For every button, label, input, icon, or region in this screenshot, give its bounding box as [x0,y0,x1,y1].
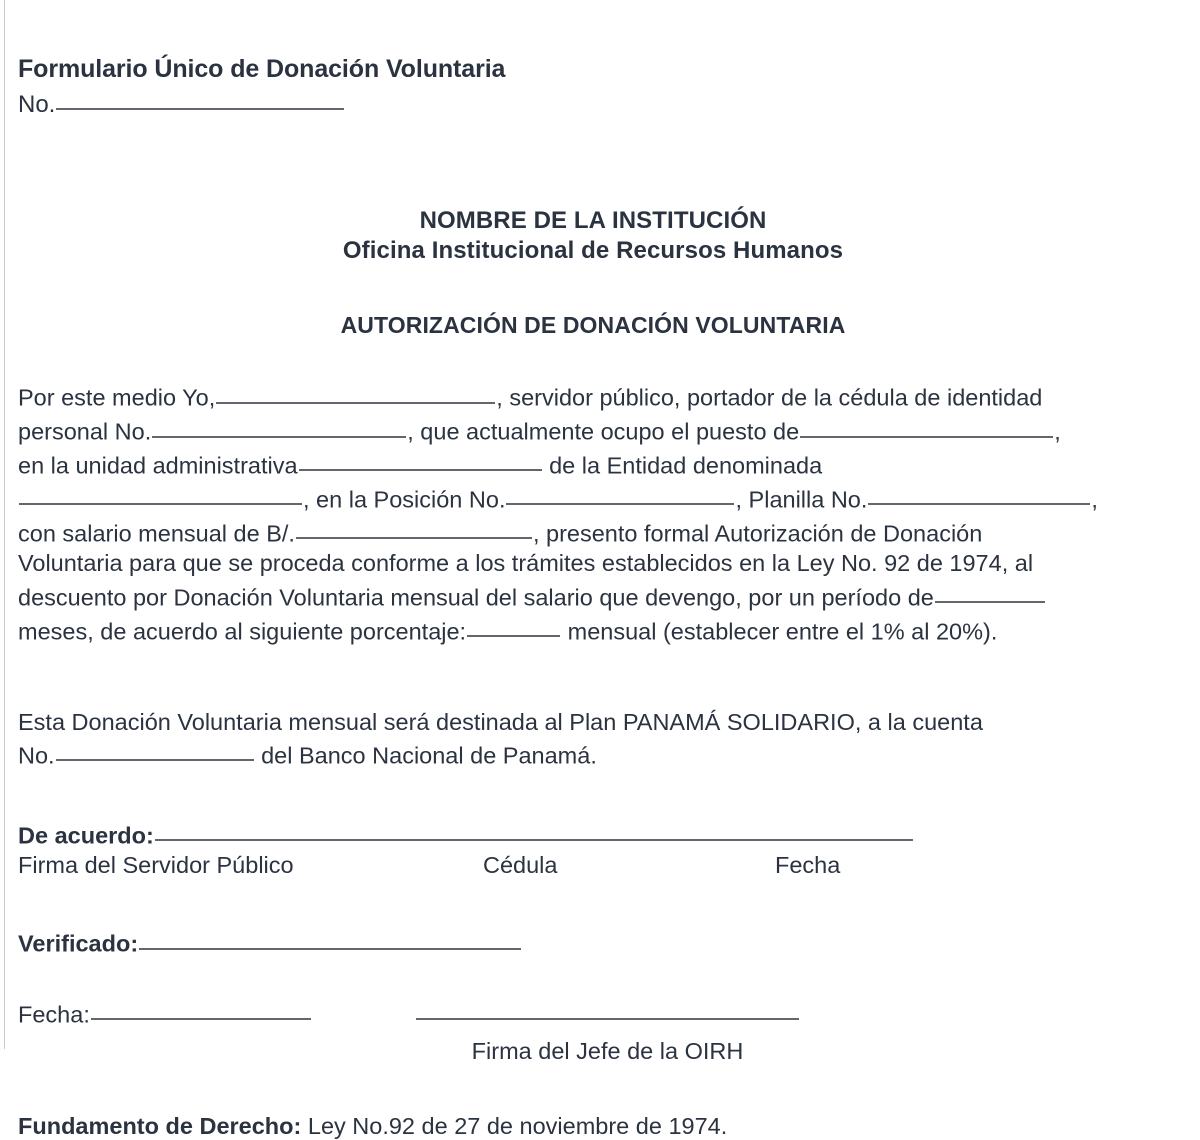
date-field-label: Fecha: [18,1000,90,1027]
body-line-8-text-a: meses, de acuerdo al siguiente porcentaje: [18,618,467,645]
body-line-1-text-b: , servidor público, portador de la cédula de identidad [496,384,1043,411]
oirh-signature-line[interactable] [416,1018,799,1020]
legal-basis-row [18,1068,1168,1140]
destination-line-1: Esta Donación Voluntaria mensual será destinada al Plan PANAMÁ SOLIDARIO, a la cuenta [18,708,983,735]
destination-bank-text: del Banco Nacional de Panamá. [261,742,597,769]
body-line-3-text-a: en la unidad administrativa [18,452,298,479]
body-line-2-text-c: , [1054,418,1061,445]
verified-row [18,882,1168,957]
body-line-2 [18,413,1168,447]
position-title-blank[interactable] [800,413,1053,437]
agreement-label: De acuerdo: [18,822,154,849]
form-number-row [18,83,1168,118]
body-line-3-text-b: de la Entidad denominada [549,452,823,479]
form-number-label: No. [18,90,56,118]
legal-basis-value: Ley No.92 de 27 de noviembre de 1974. [307,1112,728,1139]
position-number-blank[interactable] [506,481,734,505]
destination-account-label: No. [18,742,55,769]
institution-office: Oficina Institucional de Recursos Humanos [342,237,844,265]
body-line-8 [18,613,1168,647]
fecha-caption: Fecha [775,852,841,879]
body-line-8-text-b: mensual (establecer entre el 1% al 20%). [567,618,998,645]
document-content [18,0,1168,1140]
body-line-7 [18,579,1168,613]
body-line-2-text-b: , que actualmente ocupo el puesto de [407,418,800,445]
id-number-blank[interactable] [152,413,406,437]
cedula-caption: Cédula [483,852,558,879]
body-line-4-text-b: , Planilla No. [735,486,868,513]
administrative-unit-blank[interactable] [299,447,542,471]
body-line-5-text-a: con salario mensual de B/. [18,519,295,546]
period-months-blank[interactable] [935,579,1045,603]
destination-paragraph [18,647,1168,771]
institution-name: NOMBRE DE LA INSTITUCIÓN [419,207,767,235]
percentage-blank[interactable] [467,613,560,637]
body-line-5-text-b: , presento formal Autorización de Donación [532,519,983,546]
body-line-7-text-a: descuento por Donación Voluntaria mensual del salario que devengo, por un período de [18,584,934,611]
full-name-blank[interactable] [216,379,495,403]
date-and-oirh-row [18,996,1168,1030]
body-line-6: Voluntaria para que se proceda conforme a los trámites establecidos en la Ley No. 92 de 1974, al [18,550,1034,577]
destination-line-2 [18,737,1168,771]
body-line-3 [18,447,1168,481]
verified-label: Verificado: [18,930,139,957]
legal-basis-label: Fundamento de Derecho: [18,1112,302,1139]
verified-blank[interactable] [139,925,521,949]
body-paragraph [18,339,1168,646]
monthly-salary-blank[interactable] [296,515,532,539]
body-line-4-text-c: , [1091,486,1098,513]
agreement-signature-blank[interactable] [155,817,913,841]
date-field-blank[interactable] [91,996,311,1020]
body-line-1-text-a: Por este medio Yo, [18,384,216,411]
body-line-4-text-a: , en la Posición No. [303,486,506,513]
agreement-row [18,771,1168,849]
body-line-4 [18,481,1168,515]
oirh-signature-caption: Firma del Jefe de la OIRH [471,1037,744,1064]
payroll-number-blank[interactable] [868,481,1090,505]
form-title: Formulario Único de Donación Voluntaria [18,55,506,83]
date-field-group [18,996,312,1028]
form-number-blank[interactable] [56,85,344,110]
entity-name-blank[interactable] [19,481,302,505]
oirh-caption-row [18,1038,1168,1068]
body-line-1 [18,379,1168,413]
account-number-blank[interactable] [56,737,254,761]
body-line-2-text-a: personal No. [18,418,152,445]
public-servant-signature-caption: Firma del Servidor Público [18,852,294,879]
signature-caption-row [18,852,1168,882]
page-left-border [4,0,5,1049]
body-line-5 [18,515,1168,549]
authorization-title: AUTORIZACIÓN DE DONACIÓN VOLUNTARIA [340,312,846,339]
institution-heading-block [18,206,1168,266]
